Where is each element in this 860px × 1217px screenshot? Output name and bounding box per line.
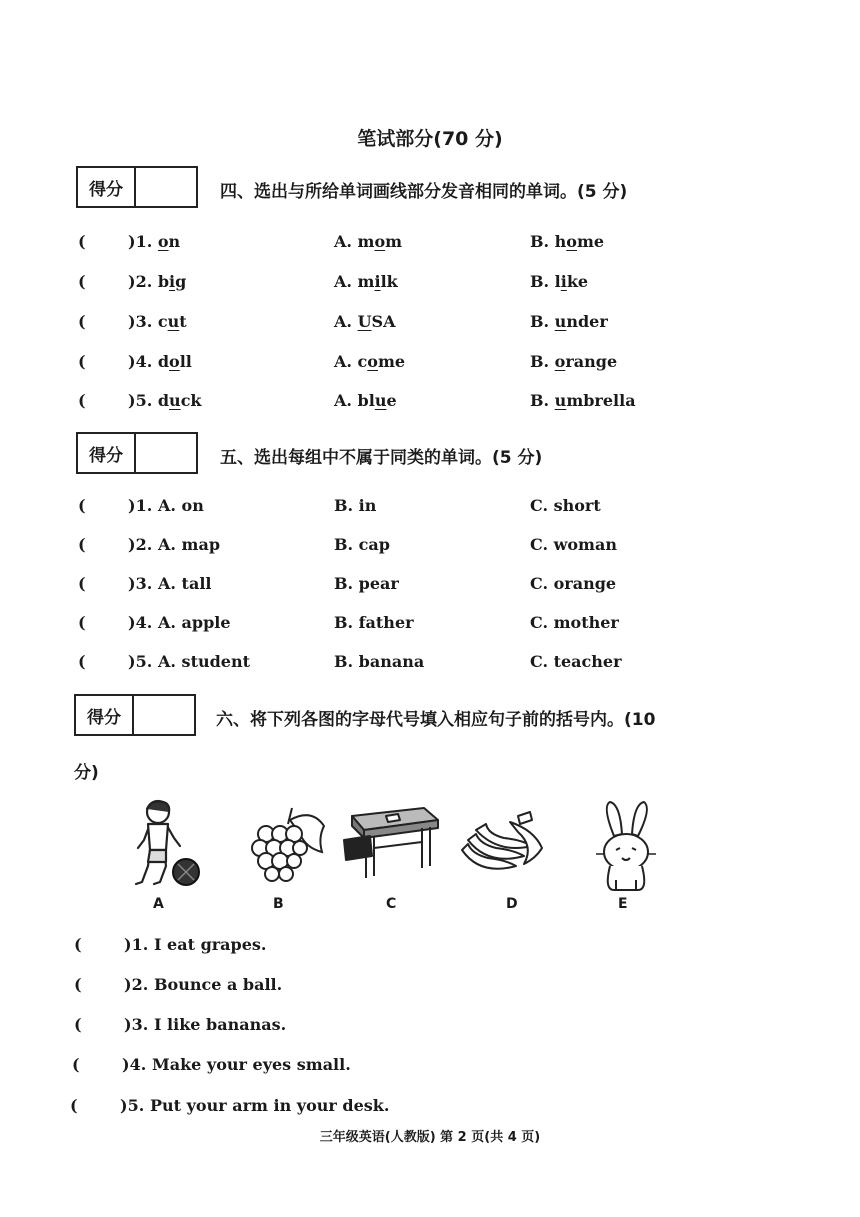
s4-question-row <box>0 312 860 338</box>
score-box-blank[interactable] <box>136 168 196 206</box>
section-4-heading: 四、选出与所给单词画线部分发音相同的单词。(5 分) <box>220 182 628 202</box>
opt-post: lk <box>380 272 398 291</box>
question-word <box>128 312 187 331</box>
s6-sentence-row <box>0 1055 860 1081</box>
question-number: )5. <box>128 652 153 671</box>
option-a <box>334 352 405 371</box>
question-word <box>128 391 202 410</box>
sentence-text: Put your arm in your desk. <box>150 1096 390 1115</box>
word-underlined: u <box>167 312 180 331</box>
option-b: B. cap <box>334 535 390 554</box>
word-post: ck <box>180 391 202 410</box>
opt-pre: B. <box>530 352 555 371</box>
picture-label-c: C <box>386 896 397 912</box>
option-b <box>530 272 588 291</box>
word-pre: c <box>157 312 168 331</box>
opt-post: mbrella <box>566 391 636 410</box>
option-b <box>530 232 604 251</box>
option-c: C. woman <box>530 535 617 554</box>
s5-question-row <box>0 535 860 561</box>
word-post: g <box>175 272 187 291</box>
option-b: B. in <box>334 496 377 515</box>
section-6-heading-cont: 分) <box>74 763 99 783</box>
opt-post: m <box>385 232 403 251</box>
opt-underlined: U <box>357 312 372 331</box>
question-number: )5. <box>120 1096 145 1115</box>
desk-icon <box>342 804 440 884</box>
sentence-text: Bounce a ball. <box>154 975 283 994</box>
picture-label-b: B <box>273 896 284 912</box>
word-underlined: o <box>157 232 169 251</box>
answer-paren[interactable]: ( <box>78 574 86 593</box>
opt-pre: B. <box>530 312 555 331</box>
answer-paren[interactable]: ( <box>78 535 86 554</box>
question-number: )4. <box>122 1055 147 1074</box>
question-number: )1. <box>128 232 153 251</box>
s4-question-row <box>0 352 860 378</box>
option-a: A. apple <box>158 613 231 632</box>
option-a: A. tall <box>158 574 212 593</box>
opt-post: ke <box>566 272 589 291</box>
opt-post: me <box>377 352 406 371</box>
opt-pre: A. bl <box>334 391 375 410</box>
question-number: )5. <box>128 391 153 410</box>
question-number: )3. <box>128 312 153 331</box>
question-number: )3. <box>124 1015 149 1034</box>
score-box-5 <box>76 432 198 474</box>
option-c: C. orange <box>530 574 617 593</box>
rabbit-icon <box>594 800 658 894</box>
option-c: C. short <box>530 496 601 515</box>
s6-sentence-row <box>0 935 860 961</box>
option-c: C. mother <box>530 613 619 632</box>
answer-paren[interactable]: ( <box>78 232 86 251</box>
option-b <box>530 312 608 331</box>
answer-paren[interactable]: ( <box>78 496 86 515</box>
question-word <box>128 352 192 371</box>
s5-question-row <box>0 652 860 678</box>
question-number: )4. <box>128 352 153 371</box>
opt-pre: B. <box>530 391 555 410</box>
bananas-icon <box>458 810 548 880</box>
answer-paren[interactable]: ( <box>78 312 86 331</box>
opt-underlined: o <box>554 352 566 371</box>
answer-paren[interactable]: ( <box>72 1055 80 1074</box>
s6-sentence-row <box>0 975 860 1001</box>
score-box-label: 得分 <box>78 168 136 206</box>
picture-label-e: E <box>618 896 628 912</box>
section-6-heading: 六、将下列各图的字母代号填入相应句子前的括号内。(10 <box>216 710 656 730</box>
answer-paren[interactable]: ( <box>78 391 86 410</box>
opt-underlined: u <box>374 391 387 410</box>
opt-underlined: o <box>367 352 378 371</box>
question-number: )4. <box>128 613 153 632</box>
option-b: B. father <box>334 613 414 632</box>
option-b: B. pear <box>334 574 399 593</box>
s4-question-row <box>0 232 860 258</box>
opt-underlined: i <box>374 272 381 291</box>
opt-pre: B. h <box>530 232 567 251</box>
sentence-text: Make your eyes small. <box>152 1055 351 1074</box>
word-post: n <box>168 232 181 251</box>
opt-post: e <box>386 391 397 410</box>
answer-paren[interactable]: ( <box>78 613 86 632</box>
question-word <box>128 272 186 291</box>
opt-pre: A. <box>334 312 358 331</box>
answer-paren[interactable]: ( <box>70 1096 78 1115</box>
opt-pre: A. c <box>334 352 368 371</box>
opt-underlined: u <box>554 312 567 331</box>
score-box-4 <box>76 166 198 208</box>
question-number: )2. <box>124 975 149 994</box>
option-b <box>530 391 636 410</box>
word-underlined: u <box>169 391 181 410</box>
answer-paren[interactable]: ( <box>74 935 82 954</box>
picture-label-d: D <box>506 896 518 912</box>
word-pre: d <box>157 391 170 410</box>
s4-question-row <box>0 272 860 298</box>
answer-paren[interactable]: ( <box>78 652 86 671</box>
opt-post: me <box>576 232 605 251</box>
score-box-label: 得分 <box>76 696 134 734</box>
s5-question-row <box>0 496 860 522</box>
option-a <box>334 272 398 291</box>
opt-underlined: o <box>566 232 577 251</box>
opt-post: nder <box>566 312 608 331</box>
question-word <box>128 232 180 251</box>
answer-paren[interactable]: ( <box>78 272 86 291</box>
option-b <box>530 352 617 371</box>
option-c: C. teacher <box>530 652 622 671</box>
word-post: ll <box>179 352 192 371</box>
question-number: )3. <box>128 574 153 593</box>
option-a: A. map <box>158 535 221 554</box>
s4-question-row <box>0 391 860 417</box>
word-post: t <box>179 312 187 331</box>
opt-pre: A. m <box>334 272 375 291</box>
s6-sentence-row <box>0 1096 860 1122</box>
opt-post: range <box>565 352 618 371</box>
opt-pre: A. m <box>334 232 375 251</box>
opt-underlined: i <box>560 272 567 291</box>
opt-underlined: o <box>374 232 386 251</box>
option-a <box>334 312 395 331</box>
word-underlined: i <box>169 272 176 291</box>
page-title: 笔试部分(70 分) <box>357 128 503 150</box>
option-a <box>334 391 397 410</box>
score-box-blank[interactable] <box>136 434 196 472</box>
question-number: )1. <box>124 935 149 954</box>
sentence-text: I like bananas. <box>154 1015 287 1034</box>
answer-paren[interactable]: ( <box>74 975 82 994</box>
option-a <box>334 232 402 251</box>
word-pre: b <box>157 272 170 291</box>
opt-post: SA <box>371 312 396 331</box>
sentence-text: I eat grapes. <box>154 935 267 954</box>
page-footer: 三年级英语(人教版) 第 2 页(共 4 页) <box>319 1130 541 1145</box>
word-pre: d <box>157 352 170 371</box>
score-box-label: 得分 <box>78 434 136 472</box>
score-box-blank[interactable] <box>134 696 194 734</box>
question-number: )2. <box>128 535 153 554</box>
picture-label-a: A <box>153 896 164 912</box>
word-underlined: o <box>169 352 180 371</box>
grapes-icon <box>248 804 328 888</box>
question-number: )2. <box>128 272 153 291</box>
question-number: )1. <box>128 496 153 515</box>
section-5-heading: 五、选出每组中不属于同类的单词。(5 分) <box>220 448 543 468</box>
score-box-6 <box>74 694 196 736</box>
option-a: A. student <box>158 652 250 671</box>
opt-underlined: u <box>554 391 567 410</box>
option-a: A. on <box>158 496 204 515</box>
s5-question-row <box>0 574 860 600</box>
s6-sentence-row <box>0 1015 860 1041</box>
boy-bouncing-ball-icon <box>120 796 210 892</box>
s5-question-row <box>0 613 860 639</box>
opt-pre: B. l <box>530 272 561 291</box>
option-b: B. banana <box>334 652 425 671</box>
answer-paren[interactable]: ( <box>78 352 86 371</box>
answer-paren[interactable]: ( <box>74 1015 82 1034</box>
